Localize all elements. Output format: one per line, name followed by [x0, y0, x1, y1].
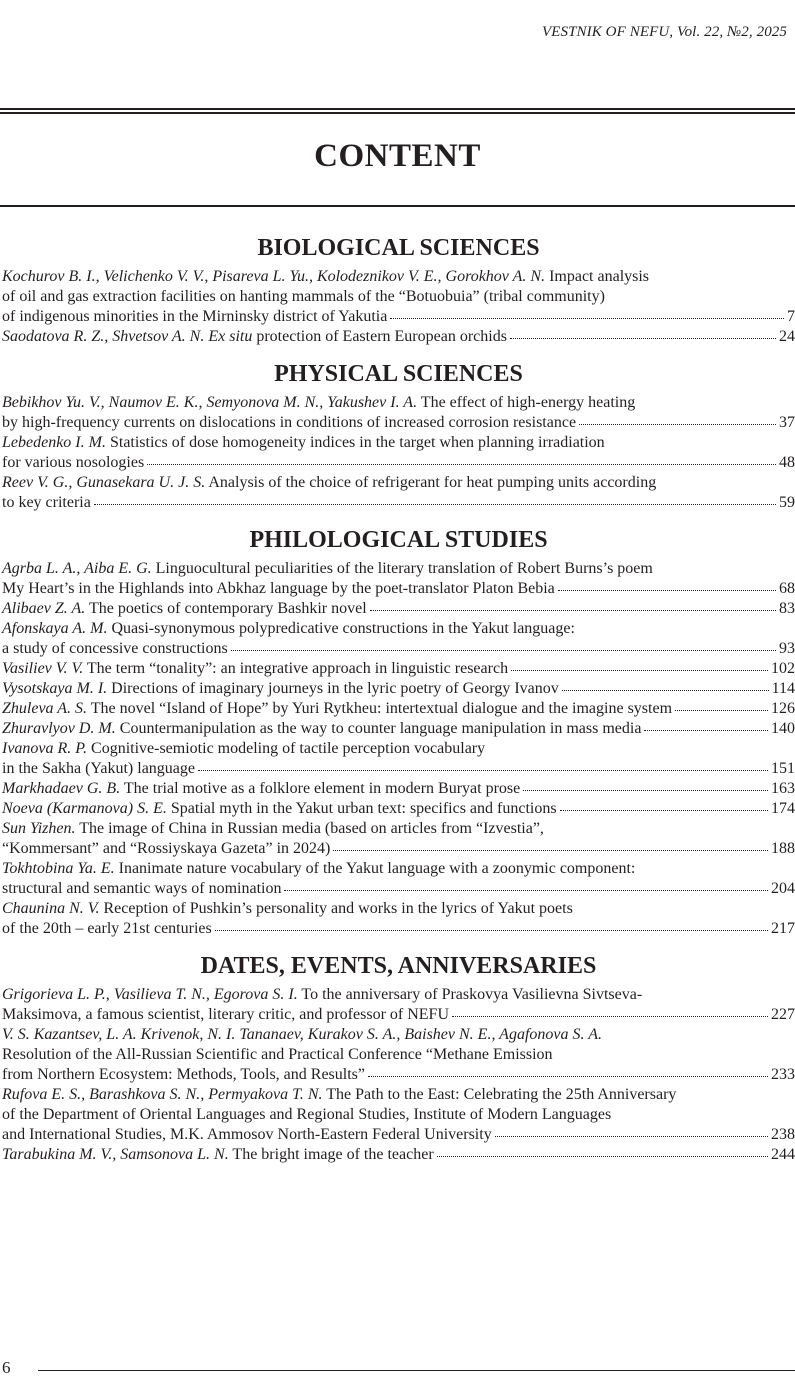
entry-authors: Vysotskaya M. I.: [2, 680, 108, 697]
dot-leader: [644, 718, 768, 731]
entry-title-line: to key criteria: [2, 494, 91, 511]
entry-title-line: To the anniversary of Praskovya Vasilievna Sivtseva-: [297, 986, 643, 1003]
entry-title-line: My Heart’s in the Highlands into Abkhaz language by the poet-translator Platon Bebia: [2, 580, 555, 597]
entry-page-number: 7: [787, 308, 795, 325]
entry-title-line: protection of Eastern European orchids: [252, 328, 507, 345]
entry-title-line: for various nosologies: [2, 454, 145, 471]
toc-entry[interactable]: [2, 899, 795, 939]
dot-leader: [370, 598, 776, 611]
toc-entry[interactable]: [2, 393, 795, 433]
dot-leader: [231, 638, 776, 651]
dot-leader: [511, 658, 768, 671]
dot-leader: [560, 798, 768, 811]
entry-authors: Bebikhov Yu. V., Naumov E. K., Semyonova M. N., Yakushev I. A.: [2, 394, 418, 411]
entry-page-number: 48: [779, 454, 795, 471]
toc-entry[interactable]: [2, 779, 795, 799]
dot-leader: [562, 678, 769, 691]
section-heading: DATES, EVENTS, ANNIVERSARIES: [200, 953, 597, 979]
dot-leader: [147, 452, 776, 465]
entry-page-number: 83: [779, 600, 795, 617]
dot-leader: [579, 412, 776, 425]
entry-authors: Alibaev Z. A.: [2, 600, 86, 617]
entry-title-line: The term “tonality”: an integrative approach in linguistic research: [83, 660, 509, 677]
entry-title-line: Cognitive-semiotic modeling of tactile perception vocabulary: [87, 740, 486, 757]
entry-title-line: of indigenous minorities in the Mirninsky district of Yakutia: [2, 308, 388, 325]
entry-title-line: Quasi-synonymous polypredicative constructions in the Yakut language:: [107, 620, 575, 637]
entry-authors: Chaunina N. V.: [2, 900, 100, 917]
entry-title-line: Resolution of the All-Russian Scientific and Practical Conference “Methane Emission: [2, 1046, 553, 1063]
dot-leader: [94, 492, 776, 505]
toc-entry[interactable]: [2, 719, 795, 739]
entry-title-line: The trial motive as a folklore element in modern Buryat prose: [120, 780, 521, 797]
toc-entry[interactable]: [2, 559, 795, 599]
entry-page-number: 163: [771, 780, 795, 797]
entry-authors: Afonskaya A. M.: [2, 620, 108, 637]
entry-title-line: The image of China in Russian media (based on articles from “Izvestia”,: [75, 820, 544, 837]
dot-leader: [368, 1064, 768, 1077]
entry-title-line: of oil and gas extraction facilities on hanting mammals of the “Botuobuia” (tribal community): [2, 288, 605, 305]
toc-entry[interactable]: [2, 599, 795, 619]
entry-title-line: Linguocultural peculiarities of the literary translation of Robert Burns’s poem: [151, 560, 653, 577]
toc-entry[interactable]: [2, 1025, 795, 1085]
entry-page-number: 114: [771, 680, 795, 697]
entry-page-number: 151: [771, 760, 795, 777]
top-double-rule: [0, 108, 795, 114]
dot-leader: [495, 1124, 768, 1137]
entry-authors: V. S. Kazantsev, L. A. Krivenok, N. I. Tananaev, Kurakov S. A., Baishev N. E., Agafonova S. A.: [2, 1026, 602, 1043]
entry-title-line: The effect of high-energy heating: [417, 394, 636, 411]
page-number: 6: [2, 1358, 11, 1377]
table-of-contents: [2, 230, 795, 1174]
entry-page-number: 188: [771, 840, 795, 857]
entry-page-number: 233: [771, 1066, 795, 1083]
toc-section: [2, 230, 795, 356]
dot-leader: [452, 1004, 768, 1017]
toc-entry[interactable]: [2, 327, 795, 347]
dot-leader: [390, 306, 784, 319]
entry-authors: Zhuleva A. S.: [2, 700, 88, 717]
entry-title-line: Statistics of dose homogeneity indices in the target when planning irradiation: [105, 434, 605, 451]
entry-title-line: Countermanipulation as the way to counter language manipulation in mass media: [115, 720, 642, 737]
entry-title-line: Reception of Pushkin’s personality and works in the lyrics of Yakut poets: [99, 900, 573, 917]
entry-page-number: 102: [771, 660, 795, 677]
entry-title-line: Directions of imaginary journeys in the lyric poetry of Georgy Ivanov: [107, 680, 559, 697]
entry-title-line: Inanimate nature vocabulary of the Yakut language with a zoonymic component:: [114, 860, 636, 877]
entry-title-line: The bright image of the teacher: [228, 1146, 434, 1163]
entry-title-line: The novel “Island of Hope” by Yuri Rytkheu: intertextual dialogue and the imagine system: [87, 700, 673, 717]
section-heading: PHYSICAL SCIENCES: [274, 361, 523, 387]
journal-header: VESTNIK OF NEFU, Vol. 22, №2, 2025: [541, 24, 787, 40]
dot-leader: [523, 778, 768, 791]
entry-page-number: 24: [779, 328, 795, 345]
dot-leader: [437, 1144, 768, 1157]
entry-page-number: 204: [771, 880, 795, 897]
dot-leader: [215, 918, 768, 931]
dot-leader: [558, 578, 776, 591]
dot-leader: [510, 326, 776, 339]
dot-leader: [284, 878, 768, 891]
section-heading: BIOLOGICAL SCIENCES: [257, 235, 540, 261]
entry-title-line: of the 20th – early 21st centuries: [2, 920, 212, 937]
page-title: CONTENT: [314, 138, 481, 174]
toc-section: [2, 356, 795, 522]
entry-authors: Lebedenko I. M.: [2, 434, 106, 451]
entry-page-number: 238: [771, 1126, 795, 1143]
toc-entry[interactable]: [2, 819, 795, 859]
footer-rule: [38, 1370, 795, 1371]
entry-title-line: Maksimova, a famous scientist, literary critic, and professor of NEFU: [2, 1006, 449, 1023]
entry-page-number: 227: [771, 1006, 795, 1023]
entry-page-number: 93: [779, 640, 795, 657]
toc-entry[interactable]: [2, 433, 795, 473]
dot-leader: [198, 758, 768, 771]
toc-entry[interactable]: [2, 739, 795, 779]
toc-entry[interactable]: [2, 859, 795, 899]
title-rule: [0, 205, 795, 207]
section-gap: [2, 347, 795, 356]
entry-authors: Sun Yizhen.: [2, 820, 76, 837]
entry-page-number: 126: [771, 700, 795, 717]
toc-entry[interactable]: [2, 659, 795, 679]
entry-title-line: Impact analysis: [545, 268, 650, 285]
entry-authors: Saodatova R. Z., Shvetsov A. N. Ex situ: [2, 328, 253, 345]
entry-authors: Grigorieva L. P., Vasilieva T. N., Egorova S. I.: [2, 986, 298, 1003]
entry-authors: Reev V. G., Gunasekara U. J. S.: [2, 474, 206, 491]
toc-entry[interactable]: [2, 473, 795, 513]
entry-page-number: 217: [771, 920, 795, 937]
entry-authors: Kochurov B. I., Velichenko V. V., Pisareva L. Yu., Kolodeznikov V. E., Gorokhov A. N.: [2, 268, 546, 285]
toc-entry[interactable]: [2, 619, 795, 659]
entry-title-line: of the Department of Oriental Languages and Regional Studies, Institute of Modern Languages: [2, 1106, 612, 1123]
entry-authors: Rufova E. S., Barashkova S. N., Permyakova T. N.: [2, 1086, 323, 1103]
entry-page-number: 244: [771, 1146, 795, 1163]
entry-authors: Tarabukina M. V., Samsonova L. N.: [2, 1146, 229, 1163]
toc-entry[interactable]: [2, 679, 795, 699]
toc-entry[interactable]: [2, 1085, 795, 1145]
entry-authors: Tokhtobina Ya. E.: [2, 860, 115, 877]
entry-page-number: 68: [779, 580, 795, 597]
entry-title-line: by high-frequency currents on dislocations in conditions of increased corrosion resistance: [2, 414, 577, 431]
toc-section: [2, 948, 795, 1174]
entry-page-number: 59: [779, 494, 795, 511]
entry-authors: Noeva (Karmanova) S. E.: [2, 800, 167, 817]
section-gap: [2, 1165, 795, 1174]
toc-entry[interactable]: [2, 699, 795, 719]
entry-authors: Agrba L. A., Aiba E. G.: [2, 560, 152, 577]
entry-authors: Markhadaev G. B.: [2, 780, 121, 797]
toc-entry[interactable]: [2, 985, 795, 1025]
toc-entry[interactable]: [2, 1145, 795, 1165]
section-gap: [2, 939, 795, 948]
section-heading: PHILOLOGICAL STUDIES: [249, 527, 548, 553]
entry-authors: Vasiliev V. V.: [2, 660, 84, 677]
entry-title-line: Analysis of the choice of refrigerant for heat pumping units according: [205, 474, 657, 491]
entry-page-number: 37: [779, 414, 795, 431]
entry-title-line: The poetics of contemporary Bashkir novel: [85, 600, 367, 617]
toc-entry[interactable]: [2, 267, 795, 327]
entry-page-number: 140: [771, 720, 795, 737]
entry-title-line: from Northern Ecosystem: Methods, Tools, and Results”: [2, 1066, 365, 1083]
entry-title-line: and International Studies, M.K. Ammosov North-Eastern Federal University: [2, 1126, 492, 1143]
entry-title-line: Spatial myth in the Yakut urban text: specifics and functions: [166, 800, 557, 817]
entry-title-line: The Path to the East: Celebrating the 25th Anniversary: [322, 1086, 677, 1103]
section-gap: [2, 513, 795, 522]
entry-authors: Zhuravlyov D. M.: [2, 720, 116, 737]
entry-title-line: structural and semantic ways of nomination: [2, 880, 282, 897]
toc-entry[interactable]: [2, 799, 795, 819]
entry-title-line: in the Sakha (Yakut) language: [2, 760, 195, 777]
toc-section: [2, 522, 795, 948]
entry-authors: Ivanova R. P.: [2, 740, 88, 757]
dot-leader: [675, 698, 768, 711]
dot-leader: [333, 838, 768, 851]
entry-title-line: “Kommersant” and “Rossiyskaya Gazeta” in 2024): [2, 840, 331, 857]
entry-title-line: a study of concessive constructions: [2, 640, 228, 657]
entry-page-number: 174: [771, 800, 795, 817]
